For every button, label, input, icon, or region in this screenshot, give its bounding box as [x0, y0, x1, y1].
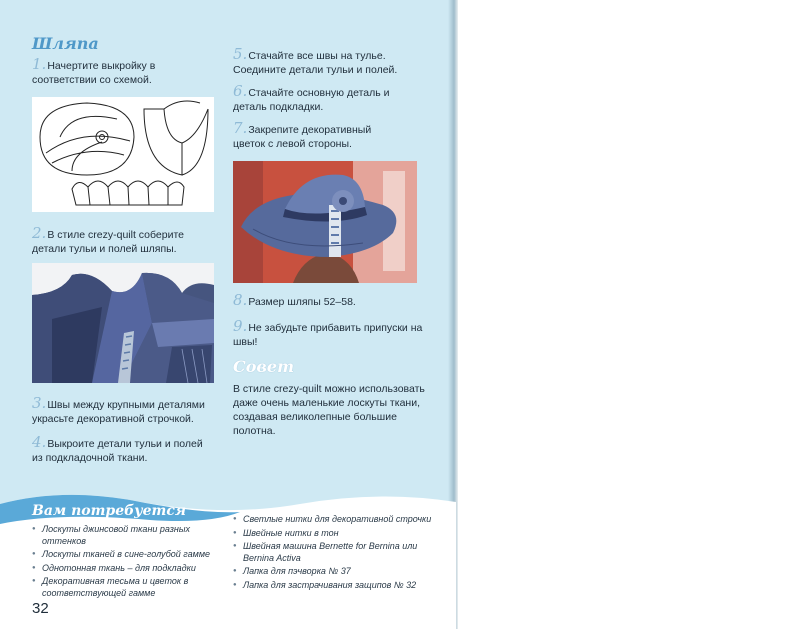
flower-mark — [96, 131, 108, 143]
hat-photo — [233, 161, 417, 283]
brim-seams — [46, 116, 130, 171]
list-item: ● Швейная машина Bernette for Bernina или Bernina Activa — [233, 541, 433, 564]
list-item: ● Лоскуты тканей в сине-голубой гамме — [32, 549, 222, 561]
list-item: ● Лоскуты джинсовой ткани разных оттенков — [32, 524, 222, 547]
step-4: 4.Выкроите детали тульи и полей из подкладочной ткани. — [32, 433, 203, 464]
step-9: 9.Не забудьте прибавить припуски на швы! — [233, 317, 423, 348]
page-title: Шляпа — [32, 34, 99, 53]
crown-right — [164, 101, 208, 175]
requirements-title: Вам потребуется — [32, 503, 186, 519]
requirements-list-left — [32, 524, 222, 601]
requirements-list-right — [233, 514, 433, 593]
step-3: 3.Швы между крупными деталями украсьте декоративной строчкой. — [32, 394, 205, 425]
step-1: 1.Начертите выкройку в соответствии со схемой. — [32, 55, 156, 86]
hat-pattern-schematic — [32, 97, 214, 212]
step-8: 8.Размер шляпы 52–58. — [233, 291, 356, 309]
step-5: 5.Стачайте все швы на тулье. Соедините детали тульи и полей. — [233, 45, 398, 76]
step-7: 7.Закрепите декоративный цветок с левой стороны. — [233, 119, 372, 150]
hat-photo-art — [233, 161, 417, 283]
step-2: 2.В стиле crezy-quilt соберите детали тульи и полей шляпы. — [32, 224, 184, 255]
list-item: ● Лапка для пэчворка № 37 — [233, 566, 433, 578]
list-item: ● Однотонная ткань – для подкладки — [32, 563, 222, 575]
step-6: 6.Стачайте основную деталь и деталь подкладки. — [233, 82, 390, 113]
list-item: ● Швейные нитки в тон — [233, 528, 433, 540]
tip-title: Совет — [233, 357, 295, 376]
page-number: 32 — [32, 600, 49, 617]
pattern-diagram — [32, 97, 214, 212]
quilt-photo-art — [32, 263, 214, 383]
brim-outline — [40, 103, 134, 175]
list-item: ● Лапка для застрачивания защипов № 32 — [233, 580, 433, 592]
quilt-photo — [32, 263, 214, 383]
list-item: ● Декоративная тесьма и цветок в соответствующей гамме — [32, 576, 222, 599]
crown-left — [144, 109, 182, 175]
tip-text: В стиле crezy-quilt можно использовать даже очень маленькие лоскуты ткани, создавая великолепные большие полотна. — [233, 383, 425, 437]
list-item: ● Светлые нитки для декоративной строчки — [233, 514, 433, 526]
